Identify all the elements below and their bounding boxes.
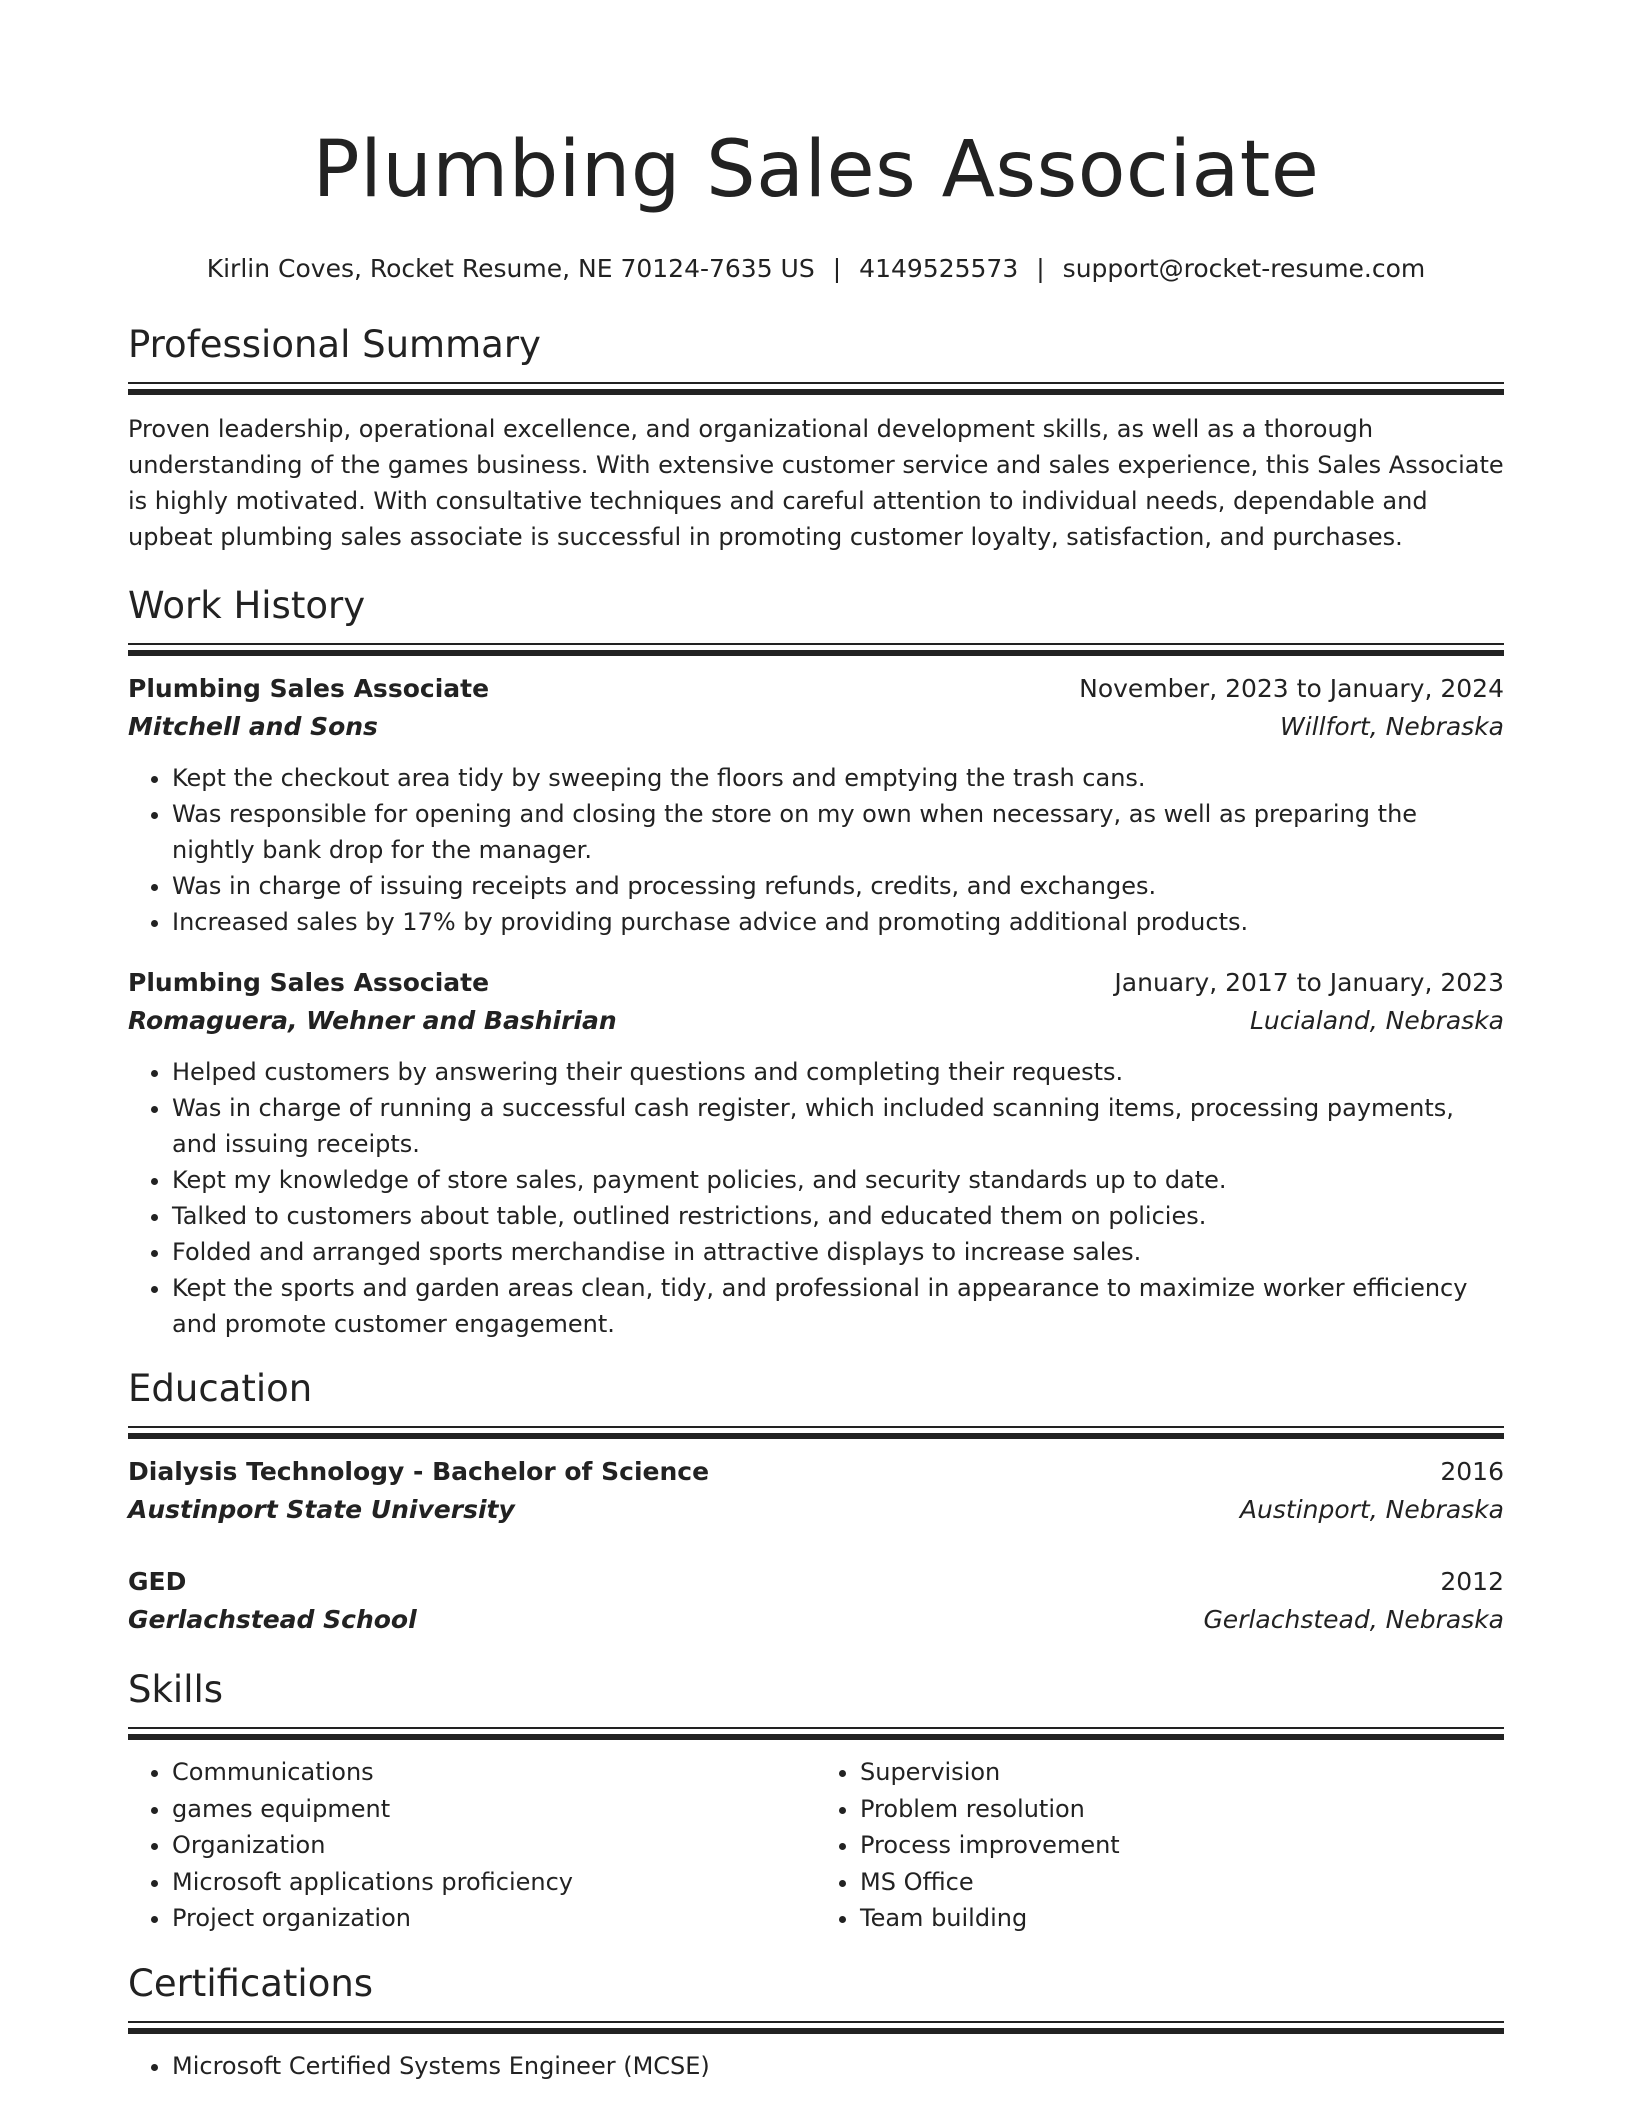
list-item: • Problem resolution — [860, 1791, 1504, 1828]
job-position: Plumbing Sales Associate — [128, 968, 490, 997]
job-dates: November, 2023 to January, 2024 — [1079, 674, 1504, 703]
list-item: • Organization — [172, 1827, 816, 1864]
job-location: Willfort, Nebraska — [1280, 712, 1504, 741]
section-divider — [128, 1426, 1504, 1439]
job-entry — [128, 964, 1504, 1342]
section-title-skills: Skills — [128, 1668, 224, 1711]
list-item: • Supervision — [860, 1754, 1504, 1791]
section-divider — [128, 2021, 1504, 2034]
section-divider — [128, 1727, 1504, 1740]
education-entry — [128, 1453, 1504, 1529]
certifications-section — [128, 1959, 1504, 2084]
list-item: • games equipment — [172, 1791, 816, 1828]
list-item: • Helped customers by answering their questions and completing their requests. — [172, 1054, 1504, 1090]
education-entry — [128, 1563, 1504, 1639]
list-item: • Microsoft applications proficiency — [172, 1864, 816, 1901]
summary-text: Proven leadership, operational excellence, and organizational development skills, as well as a thorough understanding of the games business. With extensive customer service and sales experience, this Sales Associate is highly motivated. With consultative techniques and careful attention to individual needs, dependable and upbeat plumbing sales associate is successful in promoting customer loyalty, satisfaction, and purchases. — [128, 415, 1504, 551]
education-degree: Dialysis Technology - Bachelor of Science — [128, 1457, 710, 1486]
certifications-list — [128, 2048, 1504, 2084]
contact-separator: | — [1036, 254, 1045, 283]
section-title-work: Work History — [128, 584, 366, 627]
section-title-summary: Professional Summary — [128, 323, 541, 366]
resume-name: Plumbing Sales Associate — [312, 125, 1320, 215]
skills-column-left — [128, 1754, 816, 1937]
education-school: Austinport State University — [128, 1495, 515, 1524]
list-item: • Kept the checkout area tidy by sweeping the floors and emptying the trash cans. — [172, 760, 1504, 796]
education-year: 2016 — [1440, 1457, 1504, 1486]
list-item: • Kept my knowledge of store sales, payment policies, and security standards up to date. — [172, 1162, 1504, 1198]
list-item: • Microsoft Certified Systems Engineer (MCSE) — [172, 2048, 1504, 2084]
contact-address: Kirlin Coves, Rocket Resume, NE 70124-7635 US — [206, 254, 815, 283]
education-year: 2012 — [1440, 1567, 1504, 1596]
job-dates: January, 2017 to January, 2023 — [1114, 968, 1504, 997]
list-item: • MS Office — [860, 1864, 1504, 1901]
section-divider — [128, 382, 1504, 395]
education-location: Austinport, Nebraska — [1239, 1495, 1504, 1524]
list-item: • Was in charge of issuing receipts and processing refunds, credits, and exchanges. — [172, 868, 1504, 904]
work-section — [128, 581, 1504, 1342]
skills-column-right — [816, 1754, 1504, 1937]
job-entry — [128, 670, 1504, 940]
education-school: Gerlachstead School — [128, 1605, 417, 1634]
job-location: Lucialand, Nebraska — [1249, 1006, 1504, 1035]
contact-email: support@rocket-resume.com — [1062, 254, 1426, 283]
job-position: Plumbing Sales Associate — [128, 674, 490, 703]
list-item: • Process improvement — [860, 1827, 1504, 1864]
list-item: • Folded and arranged sports merchandise in attractive displays to increase sales. — [172, 1234, 1504, 1270]
list-item: • Was responsible for opening and closing the store on my own when necessary, as well as preparing the nightly bank drop for the manager. — [172, 796, 1504, 868]
summary-section — [128, 320, 1504, 555]
section-title-certifications: Certifications — [128, 1961, 374, 2005]
contact-phone: 4149525573 — [859, 254, 1019, 283]
skills-section — [128, 1665, 1504, 1937]
list-item: • Communications — [172, 1754, 816, 1791]
job-bullets — [128, 1054, 1504, 1342]
contact-separator: | — [832, 254, 842, 283]
job-company: Romaguera, Wehner and Bashirian — [128, 1006, 617, 1035]
list-item: • Project organization — [172, 1900, 816, 1937]
contact-line — [128, 252, 1504, 286]
skills-grid — [128, 1754, 1504, 1937]
list-item: • Increased sales by 17% by providing purchase advice and promoting additional products. — [172, 904, 1504, 940]
list-item: • Kept the sports and garden areas clean, tidy, and professional in appearance to maximize worker efficiency and promote customer engagement. — [172, 1270, 1504, 1342]
section-title-education: Education — [128, 1367, 313, 1410]
job-company: Mitchell and Sons — [128, 712, 378, 741]
list-item: • Team building — [860, 1900, 1504, 1937]
section-divider — [128, 643, 1504, 656]
education-section — [128, 1364, 1504, 1639]
list-item: • Was in charge of running a successful cash register, which included scanning items, processing payments, and issuing receipts. — [172, 1090, 1504, 1162]
job-bullets — [128, 760, 1504, 940]
education-degree: GED — [128, 1567, 187, 1596]
list-item: • Talked to customers about table, outlined restrictions, and educated them on policies. — [172, 1198, 1504, 1234]
education-location: Gerlachstead, Nebraska — [1203, 1605, 1504, 1634]
